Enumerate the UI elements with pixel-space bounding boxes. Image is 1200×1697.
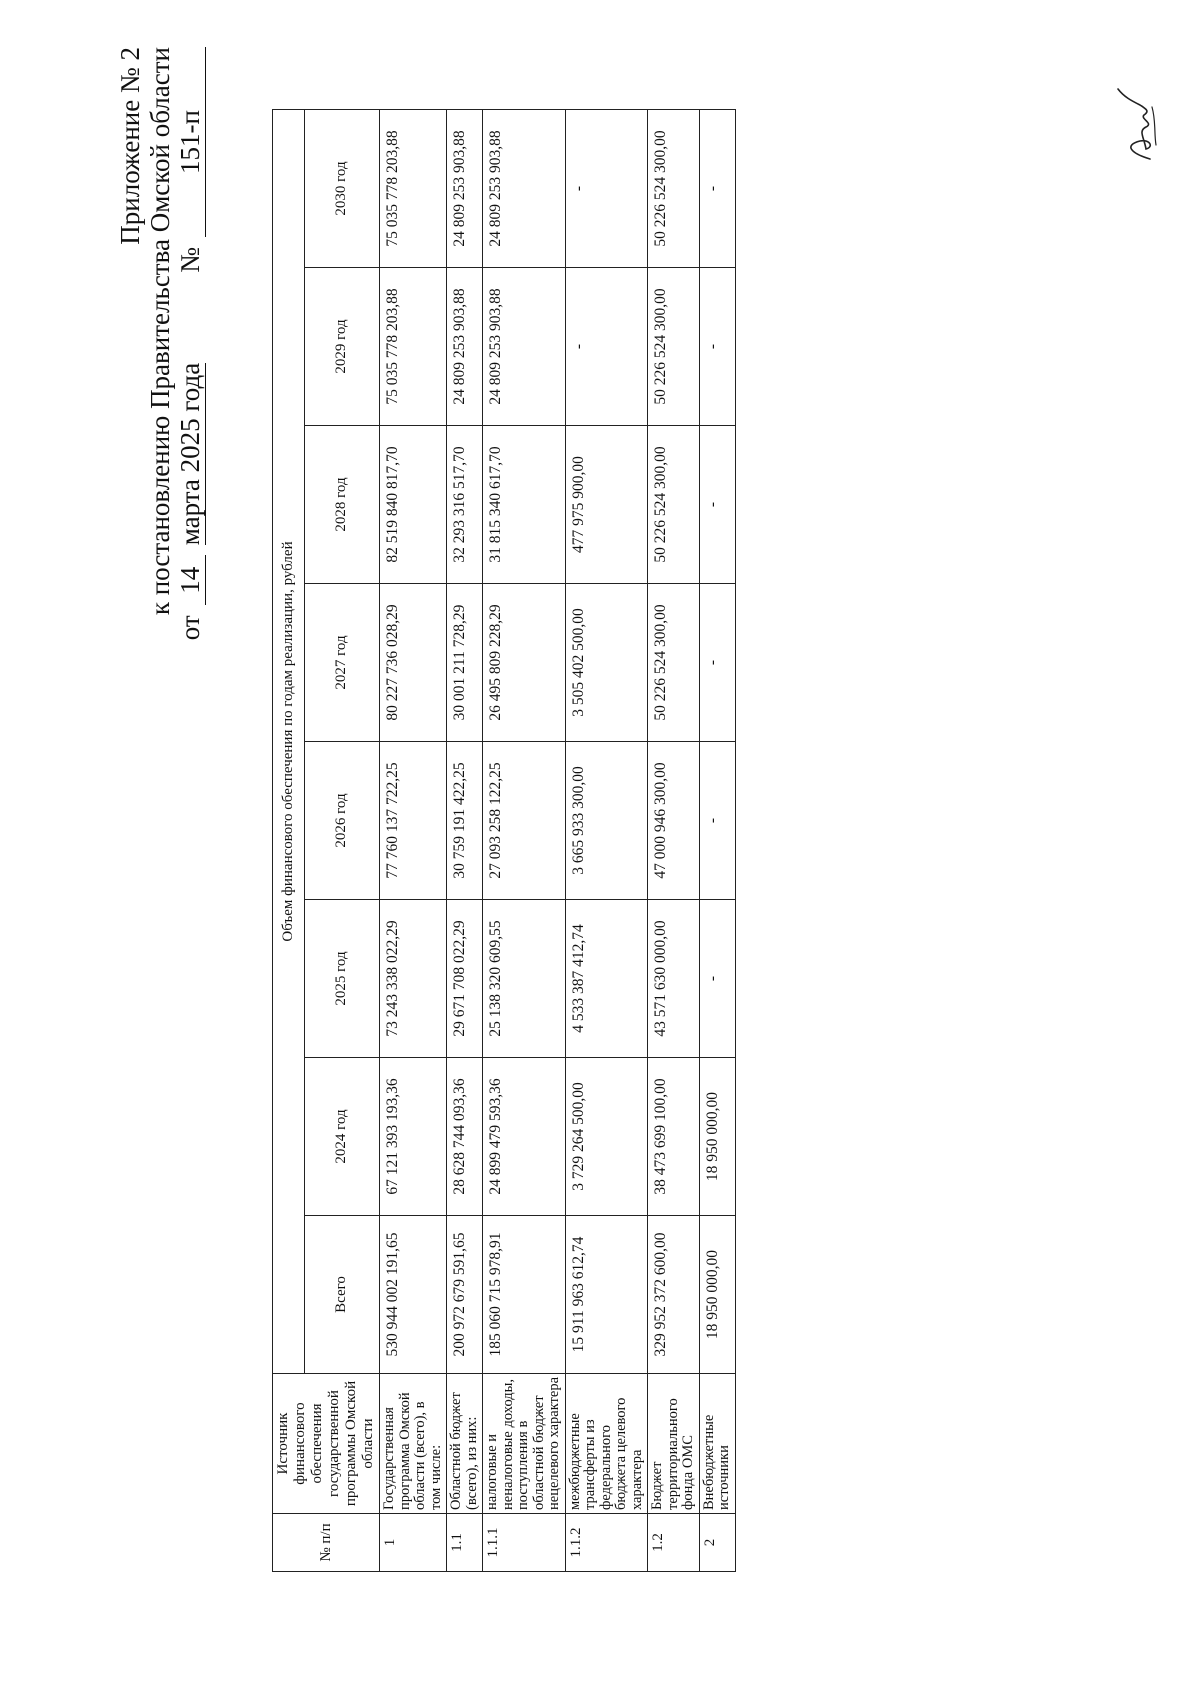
value-cell: 50 226 524 300,00 xyxy=(648,426,700,584)
appendix-date-line xyxy=(175,47,206,707)
row-number: 1 xyxy=(380,1514,447,1572)
row-number: 1.1 xyxy=(447,1514,483,1572)
value-cell: 477 975 900,00 xyxy=(565,426,648,584)
row-source: Областной бюджет (всего), из них: xyxy=(447,1374,483,1514)
row-source: Государственная программа Омской области (всего), в том числе: xyxy=(380,1374,447,1514)
value-cell: 3 729 264 500,00 xyxy=(565,1058,648,1216)
year-header-2024: 2024 год xyxy=(304,1058,379,1216)
date-day: 14 xyxy=(175,555,206,605)
row-number: 1.2 xyxy=(648,1514,700,1572)
number-sign: № xyxy=(175,247,205,273)
year-header-2025: 2025 год xyxy=(304,900,379,1058)
value-cell: 31 815 340 617,70 xyxy=(483,426,566,584)
row-number: 1.1.2 xyxy=(565,1514,648,1572)
appendix-header xyxy=(115,47,206,707)
year-header-2026: 2026 год xyxy=(304,742,379,900)
value-cell: 3 505 402 500,00 xyxy=(565,584,648,742)
value-cell: 18 950 000,00 xyxy=(699,1058,735,1216)
column-header-number: № п/п xyxy=(273,1514,380,1572)
value-cell: 50 226 524 300,00 xyxy=(648,584,700,742)
value-cell: - xyxy=(699,900,735,1058)
value-cell: 75 035 778 203,88 xyxy=(380,110,447,268)
year-header-total: Всего xyxy=(304,1216,379,1374)
value-cell: 29 671 708 022,29 xyxy=(447,900,483,1058)
value-cell: 329 952 372 600,00 xyxy=(648,1216,700,1374)
table-row xyxy=(483,110,566,1572)
appendix-title: Приложение № 2 xyxy=(115,47,145,245)
value-cell: 28 628 744 093,36 xyxy=(447,1058,483,1216)
table-row xyxy=(648,110,700,1572)
value-cell: 80 227 736 028,29 xyxy=(380,584,447,742)
value-cell: 26 495 809 228,29 xyxy=(483,584,566,742)
value-cell: 30 001 211 728,29 xyxy=(447,584,483,742)
value-cell: 24 809 253 903,88 xyxy=(447,110,483,268)
value-cell: 43 571 630 000,00 xyxy=(648,900,700,1058)
year-header-2030: 2030 год xyxy=(304,110,379,268)
table-row xyxy=(699,110,735,1572)
value-cell: 27 093 258 122,25 xyxy=(483,742,566,900)
value-cell: 25 138 320 609,55 xyxy=(483,900,566,1058)
value-cell: 38 473 699 100,00 xyxy=(648,1058,700,1216)
year-header-2027: 2027 год xyxy=(304,584,379,742)
value-cell: 50 226 524 300,00 xyxy=(648,110,700,268)
value-cell: - xyxy=(699,268,735,426)
handwritten-signature xyxy=(1110,77,1170,167)
column-header-volume: Объем финансового обеспечения по годам реализации, рублей xyxy=(273,110,305,1374)
value-cell: 18 950 000,00 xyxy=(699,1216,735,1374)
value-cell: - xyxy=(565,268,648,426)
value-cell: 3 665 933 300,00 xyxy=(565,742,648,900)
value-cell: - xyxy=(699,110,735,268)
value-cell: 50 226 524 300,00 xyxy=(648,268,700,426)
row-source: Внебюджетные источники xyxy=(699,1374,735,1514)
row-source: межбюджетные трансферты из федерального бюджета целевого характера xyxy=(565,1374,648,1514)
row-number: 1.1.1 xyxy=(483,1514,566,1572)
value-cell: 15 911 963 612,74 xyxy=(565,1216,648,1374)
value-cell: - xyxy=(565,110,648,268)
appendix-subtitle: к постановлению Правительства Омской области xyxy=(145,47,175,616)
value-cell: 77 760 137 722,25 xyxy=(380,742,447,900)
value-cell: 24 899 479 593,36 xyxy=(483,1058,566,1216)
table-year-header-row xyxy=(304,110,379,1572)
value-cell: - xyxy=(699,742,735,900)
value-cell: 24 809 253 903,88 xyxy=(447,268,483,426)
row-number: 2 xyxy=(699,1514,735,1572)
value-cell: 530 944 002 191,65 xyxy=(380,1216,447,1374)
year-header-2029: 2029 год xyxy=(304,268,379,426)
value-cell: - xyxy=(699,584,735,742)
row-source: Бюджет территориального фонда ОМС xyxy=(648,1374,700,1514)
value-cell: 30 759 191 422,25 xyxy=(447,742,483,900)
value-cell: - xyxy=(699,426,735,584)
value-cell: 185 060 715 978,91 xyxy=(483,1216,566,1374)
financing-table xyxy=(272,109,736,1572)
value-cell: 200 972 679 591,65 xyxy=(447,1216,483,1374)
row-source: налоговые и неналоговые доходы, поступления в областной бюджет нецелевого характера xyxy=(483,1374,566,1514)
date-month-year: марта 2025 года xyxy=(175,362,205,546)
table-row xyxy=(380,110,447,1572)
value-cell: 75 035 778 203,88 xyxy=(380,268,447,426)
date-prefix: от xyxy=(175,615,205,641)
table-row xyxy=(447,110,483,1572)
value-cell: 24 809 253 903,88 xyxy=(483,110,566,268)
value-cell: 47 000 946 300,00 xyxy=(648,742,700,900)
value-cell: 24 809 253 903,88 xyxy=(483,268,566,426)
year-header-2028: 2028 год xyxy=(304,426,379,584)
value-cell: 73 243 338 022,29 xyxy=(380,900,447,1058)
document-number: 151-п xyxy=(175,47,206,237)
value-cell: 82 519 840 817,70 xyxy=(380,426,447,584)
column-header-source: Источник финансового обеспечения государственной программы Омской области xyxy=(273,1374,380,1514)
value-cell: 67 121 393 193,36 xyxy=(380,1058,447,1216)
table-header-row xyxy=(273,110,305,1572)
table-row xyxy=(565,110,648,1572)
value-cell: 4 533 387 412,74 xyxy=(565,900,648,1058)
value-cell: 32 293 316 517,70 xyxy=(447,426,483,584)
